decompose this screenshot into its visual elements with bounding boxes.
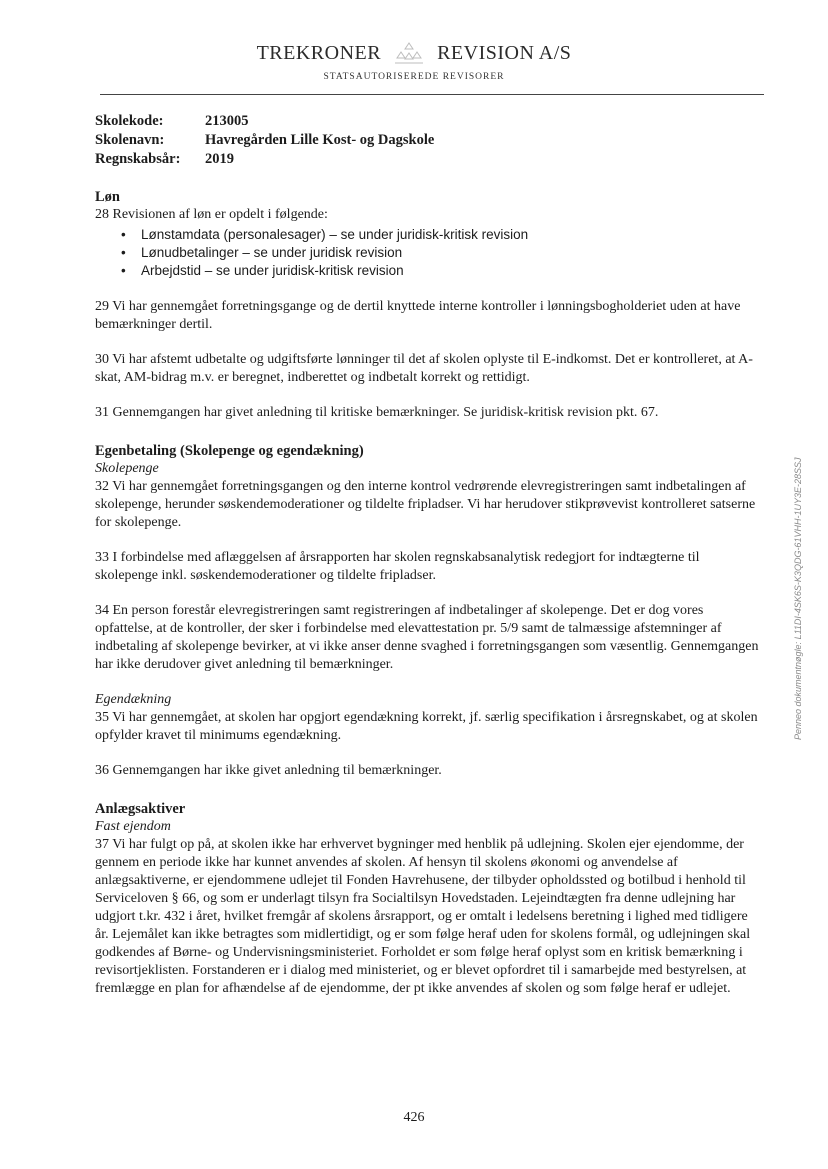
subsection-title-egendaekning: Egendækning: [95, 692, 172, 707]
letterhead: [0, 40, 828, 82]
subsection-title-fast-ejendom: Fast ejendom: [95, 819, 171, 834]
meta-label: Skolenavn:: [95, 132, 165, 148]
crown-logo-icon: [391, 40, 427, 66]
section-title-egenbetaling: Egenbetaling (Skolepenge og egendækning): [95, 443, 364, 459]
paragraph-33: 33 I forbindelse med aflæggelsen af årsrapporten har skolen regnskabsanalytisk redegjort for indtægterne til skolepenge inkl. søskendemoderationer og tildelte fripladser.: [95, 550, 700, 583]
meta-row-school-code: [95, 112, 760, 131]
paragraph-28: 28 Revisionen af løn er opdelt i følgende:: [95, 207, 328, 222]
paragraph-29: 29 Vi har gennemgået forretningsgange og de dertil knyttede interne kontroller i lønningsbogholderiet uden at have bemærkninger dertil.: [95, 299, 741, 332]
bullet-icon: •: [121, 245, 126, 260]
document-key-watermark: Penneo dokumentnøgle: L11DI-4SK6S-K3QDG-61VHH-1UY3E-28SSJ: [793, 457, 803, 740]
paragraph-34: 34 En person forestår elevregistreringen samt registreringen af indbetalinger af skolepenge. Det er dog vores opfattelse, at de kontroller, der sker i forbindelse med elevattestation pr. 5/9 samt de talmæssige afstemninger af indbetaling af skolepenge bevirker, at vi ikke anser denne svaghed i forretningsgangen som væsentlig. Gennemgangen har ikke derudover givet anledning til bemærkninger.: [95, 603, 759, 672]
list-item-text: Arbejdstid – se under juridisk-kritisk revision: [141, 263, 404, 278]
meta-value: Havregården Lille Kost- og Dagskole: [205, 132, 435, 148]
meta-label: Skolekode:: [95, 113, 164, 129]
document-body: [95, 112, 760, 998]
firm-name-right: REVISION A/S: [437, 41, 572, 64]
lon-bullet-list: [95, 226, 760, 280]
firm-name-left: TREKRONER: [256, 41, 382, 64]
list-item: [121, 226, 760, 244]
page-number: 426: [403, 1110, 425, 1125]
subsection-title-skolepenge: Skolepenge: [95, 461, 159, 476]
section-title-lon: Løn: [95, 189, 120, 205]
meta-value: 2019: [205, 151, 234, 167]
paragraph-37: 37 Vi har fulgt op på, at skolen ikke har erhvervet bygninger med henblik på udlejning. Skolen ejer ejendomme, der gennem en periode ikke har kunnet anvendes af skolen. Af hensyn til skolens økonomi og anvendelse af anlægsaktiverne, er ejendommene udlejet til Fonden Havrehusene, der tilbyder opholdssted og botilbud i henhold til Serviceloven § 66, og som er underlagt tilsyn fra Socialtilsyn Hovedstaden. Lejeindtægten fra denne udlejning har udgjort t.kr. 432 i året, hvilket fremgår af skolens årsrapport, og er omtalt i ledelsens beretning i lighed med tidligere år. Lejemålet kan ikke betragtes som midlertidigt, og er som følge heraf uden for skolens formål, og udlejningen skal godkendes af Børne- og Undervisningsministeriet. Forholdet er som følge heraf oplyst som en kritisk bemærkning i revisortjeklisten. Forstanderen er i dialog med ministeriet, og er blevet opfordret til i samarbejde med bestyrelsen, at fremlægge en plan for afhændelse af de ejendomme, der pt ikke anvendes af skolen og som følge heraf er udlejet.: [95, 837, 751, 996]
meta-label: Regnskabsår:: [95, 151, 181, 167]
paragraph-31: 31 Gennemgangen har givet anledning til kritiske bemærkninger. Se juridisk-kritisk revision pkt. 67.: [95, 405, 659, 420]
meta-row-fiscal-year: [95, 150, 760, 169]
paragraph-32: 32 Vi har gennemgået forretningsgangen og den interne kontrol vedrørende elevregistreringen samt indbetalingen af skolepenge, herunder søskendemoderationer og tildelte fripladser. Vi har herudover stikprøvevist kontrolleret satserne for skolepenge.: [95, 479, 756, 530]
paragraph-30: 30 Vi har afstemt udbetalte og udgiftsførte lønninger til det af skolen oplyste til E-indkomst. Det er kontrolleret, at A-skat, AM-bidrag m.v. er beregnet, indberettet og indbetalt korrekt og rettidigt.: [95, 352, 753, 385]
list-item-text: Lønudbetalinger – se under juridisk revision: [141, 245, 403, 260]
list-item: [121, 244, 760, 262]
list-item-text: Lønstamdata (personalesager) – se under juridisk-kritisk revision: [141, 227, 529, 242]
firm-tagline: STATSAUTORISEREDE REVISORER: [323, 72, 505, 82]
meta-row-school-name: [95, 131, 760, 150]
paragraph-35: 35 Vi har gennemgået, at skolen har opgjort egendækning korrekt, jf. særlig specifikation i årsregnskabet, og at skolen opfylder kravet til minimums egendækning.: [95, 710, 758, 743]
bullet-icon: •: [121, 227, 126, 242]
meta-value: 213005: [205, 113, 249, 129]
bullet-icon: •: [121, 263, 126, 278]
header-divider: [100, 94, 764, 95]
firm-name: [0, 40, 828, 66]
list-item: [121, 262, 760, 280]
section-title-anlaegsaktiver: Anlægsaktiver: [95, 801, 186, 817]
paragraph-36: 36 Gennemgangen har ikke givet anledning til bemærkninger.: [95, 763, 442, 778]
school-meta: [95, 112, 760, 169]
